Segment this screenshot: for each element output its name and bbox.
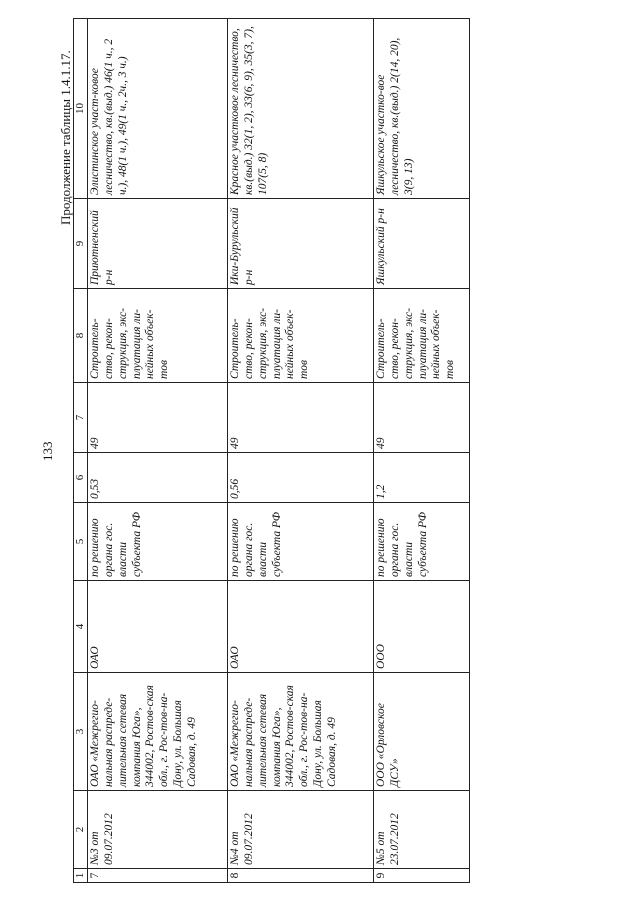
table-row — [228, 19, 374, 883]
area: 1,2 — [374, 453, 470, 503]
term: 49 — [228, 383, 374, 453]
header-cell: 1 — [74, 869, 88, 883]
basis: по решению органа гос. власти субъекта РФ — [228, 503, 374, 581]
document-number-date: №4 от 09.07.2012 — [228, 791, 374, 869]
header-cell: 10 — [74, 19, 88, 199]
header-cell: 5 — [74, 503, 88, 581]
organization-address: ООО «Орловское ДСУ» — [374, 673, 470, 791]
basis: по решению органа гос. власти субъекта РФ — [374, 503, 470, 581]
district: Приютненский р-н — [88, 199, 228, 289]
purpose: Строитель-ство, рекон-струкция, экс-плуатация ли-нейных объек-тов — [374, 289, 470, 383]
document-number-date: №5 от 23.07.2012 — [374, 791, 470, 869]
table-row — [374, 19, 470, 883]
header-cell: 4 — [74, 581, 88, 673]
purpose: Строитель-ство, рекон-струкция, экс-плуатация ли-нейных объек-тов — [88, 289, 228, 383]
district: Ики-Бурульский р-н — [228, 199, 374, 289]
header-cell: 3 — [74, 673, 88, 791]
header-cell: 9 — [74, 199, 88, 289]
table-row — [88, 19, 228, 883]
basis: по решению органа гос. власти субъекта РФ — [88, 503, 228, 581]
document-number-date: №3 от 09.07.2012 — [88, 791, 228, 869]
data-table — [73, 18, 470, 883]
term: 49 — [88, 383, 228, 453]
page-number: 133 — [40, 441, 55, 461]
organization-address: ОАО «Межрегио-нальная распреде-лительная сетевая компания Юга», 344002, Ростов-ская обл., г. Рос-тов-на-Дону, ул. Большая Садовая, д. 49 — [88, 673, 228, 791]
location: Элистинское участ-ковое лесничество, кв.(выд.) 46(1 ч., 2 ч.), 48(1 ч.), 49(1 ч., 2ч., 3 ч.) — [88, 19, 228, 199]
row-number: 8 — [228, 869, 374, 883]
legal-form: ОАО — [88, 581, 228, 673]
location: Красное участковое лесничество, кв.(выд.) 32(1, 2), 33(6, 9), 35(3, 7), 107(5, 8) — [228, 19, 374, 199]
header-row — [74, 19, 88, 883]
term: 49 — [374, 383, 470, 453]
area: 0,53 — [88, 453, 228, 503]
legal-form: ООО — [374, 581, 470, 673]
row-number: 9 — [374, 869, 470, 883]
location: Яшкульское участко-вое лесничество, кв.(выд.) 2(14, 20), 3(9, 13) — [374, 19, 470, 199]
organization-address: ОАО «Межрегио-нальная распреде-лительная сетевая компания Юга», 344002, Ростов-ская обл., г. Рос-тов-на-Дону, ул. Большая Садовая, д. 49 — [228, 673, 374, 791]
purpose: Строитель-ство, рекон-струкция, экс-плуатация ли-нейных объек-тов — [228, 289, 374, 383]
legal-form: ОАО — [228, 581, 374, 673]
header-cell: 7 — [74, 383, 88, 453]
row-number: 7 — [88, 869, 228, 883]
header-cell: 2 — [74, 791, 88, 869]
header-cell: 6 — [74, 453, 88, 503]
area: 0,56 — [228, 453, 374, 503]
table-caption: Продолжение таблицы 1.4.1.17. — [58, 50, 73, 225]
header-cell: 8 — [74, 289, 88, 383]
district: Яшкульский р-н — [374, 199, 470, 289]
